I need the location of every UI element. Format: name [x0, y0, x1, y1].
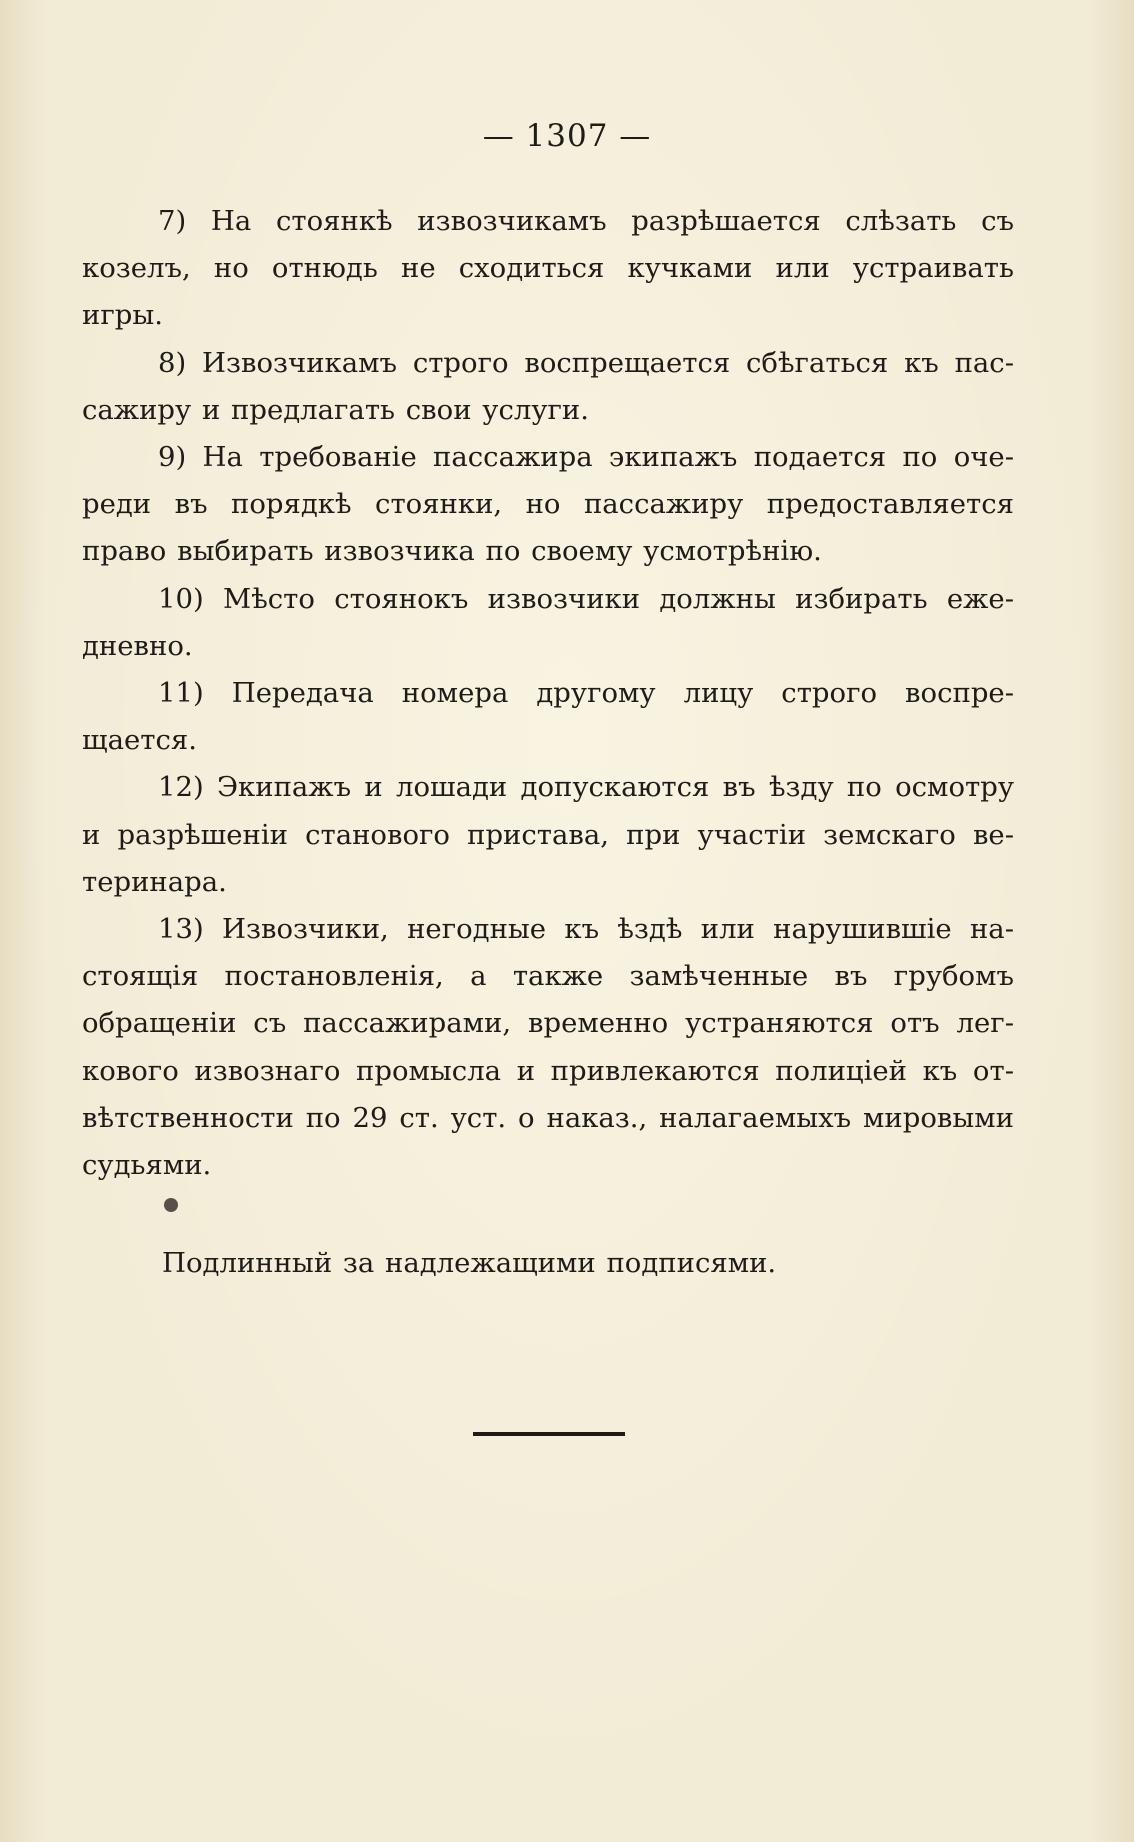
- ink-dot: [164, 1198, 178, 1212]
- paragraph-9: 9) На требованіе пассажира экипажъ подается по очереди въ порядкѣ стоянки, но пассажиру предоставляется право выбирать извозчика по своему усмотрѣнію.: [82, 441, 1014, 568]
- paragraph-8: 8) Извозчикамъ строго воспрещается сбѣгаться къ пассажиру и предлагать свои услуги.: [82, 346, 1014, 426]
- closing-line: Подлинный за надлежащими подписями.: [162, 1247, 777, 1279]
- paragraph-10: 10) Мѣсто стоянокъ извозчики должны избирать ежедневно.: [82, 582, 1014, 662]
- body-text: [82, 198, 1014, 1189]
- paragraph-7: 7) На стоянкѣ извозчикамъ разрѣшается слѣзать съ козелъ, но отнюдь не сходиться кучками или устраивать игры.: [82, 205, 1014, 332]
- end-rule: [473, 1432, 625, 1436]
- paragraph-11: 11) Передача номера другому лицу строго воспрещается.: [82, 677, 1014, 757]
- page-number: — 1307 —: [482, 118, 652, 154]
- paragraph-13: 13) Извозчики, негодные къ ѣздѣ или нарушившіе настоящія постановленія, а также замѣченные въ грубомъ обращеніи съ пассажирами, временно устраняются отъ легкового извознаго промысла и привлекаются полиціей къ отвѣтственности по 29 ст. уст. о наказ., налагаемыхъ мировыми судьями.: [82, 913, 1014, 1182]
- paragraph-12: 12) Экипажъ и лошади допускаются въ ѣзду по осмотру и разрѣшеніи станового пристава, при участіи земскаго ветеринара.: [82, 771, 1014, 898]
